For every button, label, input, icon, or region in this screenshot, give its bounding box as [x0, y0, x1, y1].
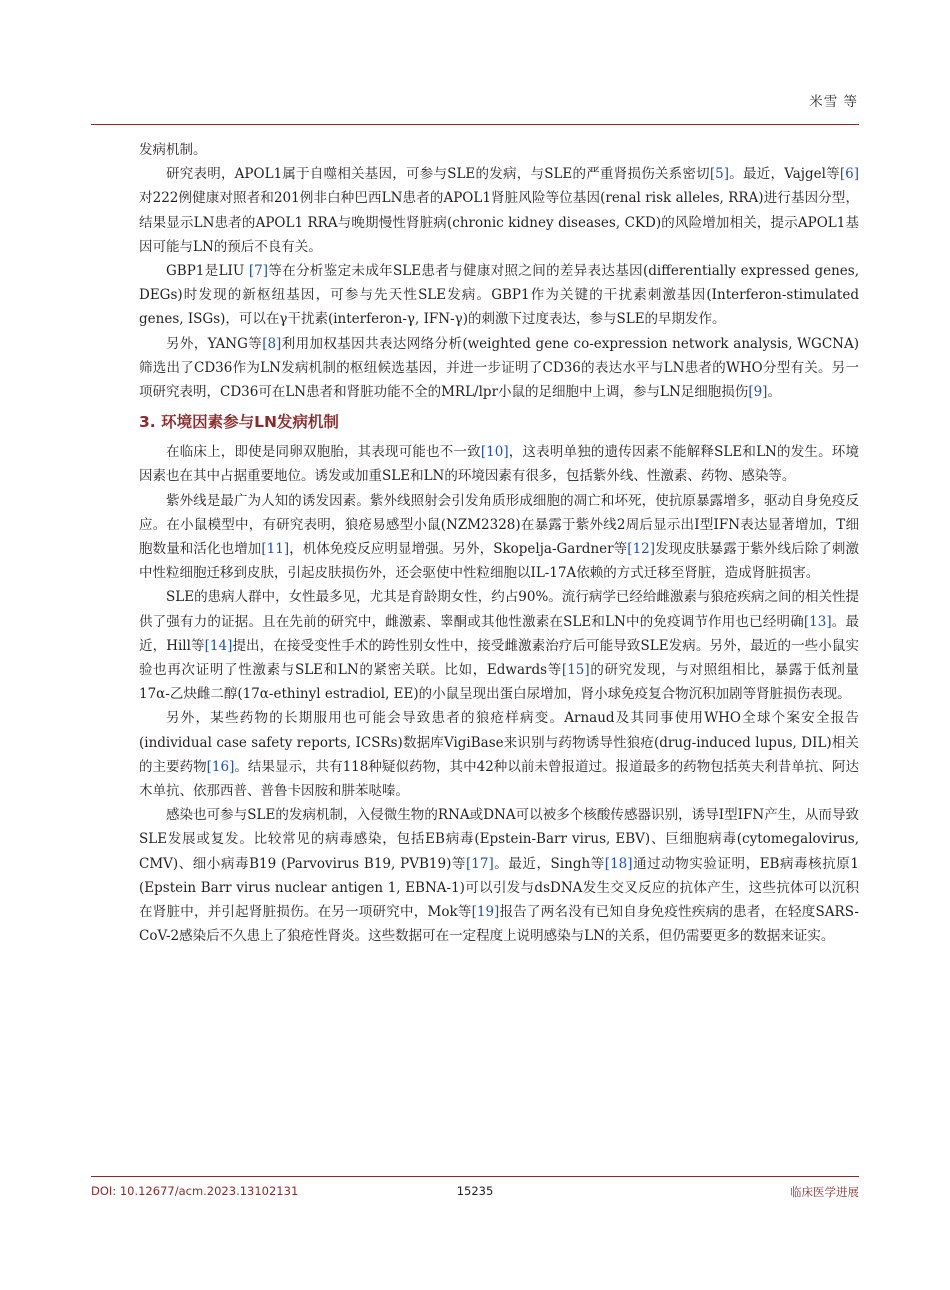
doi-label: DOI: 10.12677/acm.2023.13102131 — [91, 1184, 299, 1198]
text-segment: 。最近，Hill等 — [139, 613, 859, 654]
text-segment: 。结果显示，共有118种疑似药物，其中42种以前未曾报道过。报道最多的药物包括英夫利昔单抗、阿达木单抗、依那西普、普鲁卡因胺和肼苯哒嗪。 — [139, 758, 859, 800]
paragraph — [139, 803, 859, 948]
citation-link[interactable]: [17] — [466, 855, 494, 872]
citation-link[interactable]: [5] — [709, 166, 730, 183]
paragraph — [139, 585, 859, 706]
citation-link[interactable]: [15] — [561, 662, 590, 679]
text-segment: 另外，某些药物的长期服用也可能会导致患者的狼疮样病变。Arnaud及其同事使用WHO全球个案安全报告(individual case safety reports, ICSRs)数据库VigiBase来识别与药物诱导性狼疮(drug-induced lupus, DIL)相关的主要药物 — [139, 710, 859, 775]
header-divider — [91, 124, 859, 125]
text-segment: 提出，在接受变性手术的跨性别女性中，接受雌激素治疗后可能导致SLE发病。另外，最近的一些小鼠实验也再次证明了性激素与SLE和LN的紧密关联。比如，Edwards等 — [139, 637, 859, 679]
paragraph-group-1 — [139, 138, 859, 404]
text-segment: 感染也可参与SLE的发病机制，入侵微生物的RNA或DNA可以被多个核酸传感器识别，诱导I型IFN产生，从而导致SLE发展或复发。比较常见的病毒感染，包括EB病毒(Epstein-Barr virus, EBV)、巨细胞病毒(cytomegalovirus, CMV)、细小病毒B19 (Parvovirus B19, PVB19)等 — [139, 807, 859, 872]
text-segment: GBP1是LIU — [166, 263, 249, 280]
text-segment: 发病机制。 — [139, 142, 207, 158]
text-segment: 通过动物实验证明，EB病毒核抗原1 (Epstein Barr virus nuclear antigen 1, EBNA-1)可以引发与dsDNA发生交叉反应的抗体产生，这些抗体可以沉积在肾脏中，并引起肾脏损伤。在另一项研究中，Mok等 — [139, 855, 859, 921]
citation-link[interactable]: [19] — [471, 904, 500, 921]
citation-link[interactable]: [11] — [261, 541, 290, 558]
citation-link[interactable]: [16] — [206, 758, 235, 775]
citation-link[interactable]: [8] — [262, 335, 282, 352]
journal-name: 临床医学进展 — [790, 1185, 859, 1199]
citation-link[interactable]: [7] — [248, 263, 269, 280]
text-segment: 。 — [767, 384, 781, 401]
paragraph — [139, 259, 859, 332]
text-segment: ，这表明单独的遗传因素不能解释SLE和LN的发生。环境因素也在其中占据重要地位。诱发或加重SLE和LN的环境因素有很多，包括紫外线、性激素、药物、感染等。 — [139, 444, 859, 485]
text-segment: 报告了两名没有已知自身免疫性疾病的患者，在轻度SARS-CoV-2感染后不久患上了狼疮性肾炎。这些数据可在一定程度上说明感染与LN的关系，但仍需要更多的数据来证实。 — [139, 904, 859, 945]
paragraph — [139, 162, 859, 259]
paragraph — [139, 332, 859, 405]
citation-link[interactable]: [12] — [627, 541, 656, 558]
section-heading: 3. 环境因素参与LN发病机制 — [139, 413, 339, 432]
footer-divider — [91, 1176, 859, 1177]
text-segment: 利用加权基因共表达网络分析(weighted gene co-expression network analysis, WGCNA)筛选出了CD36作为LN发病机制的枢纽候选基因，并进一步证明了CD36的表达水平与LN患者的WHO分型有关。另一项研究表明，CD36可在LN患者和肾脏功能不全的MRL/lpr小鼠的足细胞中上调，参与LN足细胞损伤 — [139, 335, 859, 401]
text-segment: 等在分析鉴定未成年SLE患者与健康对照之间的差异表达基因(differentially expressed genes, DEGs)时发现的新枢纽基因，可参与先天性SLE发病。GBP1作为关键的干扰素刺激基因(Interferon-stimulated genes, ISGs)，可以在γ干扰素(interferon-γ, IFN-γ)的刺激下过度表达，参与SLE的早期发作。 — [139, 263, 860, 328]
paragraph-group-2 — [139, 440, 859, 948]
text-segment: 在临床上，即使是同卵双胞胎，其表现可能也不一致 — [166, 444, 481, 461]
page-number: 15235 — [456, 1184, 494, 1198]
paragraph — [139, 440, 859, 488]
text-segment: 的研究发现，与对照组相比，暴露于低剂量17α-乙炔雌二醇(17α-ethinyl estradiol, EE)的小鼠呈现出蛋白尿增加，肾小球免疫复合物沉积加剧等肾脏损伤表现。 — [139, 662, 860, 703]
text-segment: 。最近，Vajgel等 — [729, 166, 840, 183]
running-header-author: 米雪 等 — [809, 94, 858, 110]
text-segment: SLE的患病人群中，女性最多见，尤其是育龄期女性，约占90%。流行病学已经给雌激素与狼疮疾病之间的相关性提供了强有力的证据。且在先前的研究中，雌激素、睾酮或其他性激素在SLE和LN中的免疫调节作用也已经明确 — [139, 589, 859, 630]
paragraph — [139, 706, 859, 803]
text-segment: 发现皮肤暴露于紫外线后除了刺激中性粒细胞迁移到皮肤，引起皮肤损伤外，还会驱使中性粒细胞以IL-17A依赖的方式迁移至肾脏，造成肾脏损害。 — [139, 541, 860, 582]
text-segment: 紫外线是最广为人知的诱发因素。紫外线照射会引发角质形成细胞的凋亡和坏死，使抗原暴露增多，驱动自身免疫反应。在小鼠模型中，有研究表明，狼疮易感型小鼠(NZM2328)在暴露于紫外线2周后显示出I型IFN表达显著增加，T细胞数量和活化也增加 — [139, 492, 859, 558]
citation-link[interactable]: [13] — [803, 613, 832, 630]
text-segment: 另外，YANG等 — [166, 335, 263, 352]
paragraph — [139, 489, 859, 586]
text-segment: 。最近，Singh等 — [493, 855, 605, 872]
text-segment: ，机体免疫反应明显增强。另外，Skopelja-Gardner等 — [289, 541, 628, 558]
citation-link[interactable]: [10] — [480, 444, 509, 461]
citation-link[interactable]: [18] — [604, 855, 633, 872]
text-segment: 研究表明，APOL1属于自噬相关基因，可参与SLE的发病，与SLE的严重肾损伤关系密切 — [166, 166, 710, 183]
citation-link[interactable]: [14] — [204, 637, 233, 654]
citation-link[interactable]: [6] — [839, 166, 859, 183]
article-body — [139, 138, 859, 949]
paragraph — [139, 138, 859, 162]
citation-link[interactable]: [9] — [748, 384, 768, 401]
text-segment: 对222例健康对照者和201例非白种巴西LN患者的APOL1肾脏风险等位基因(renal risk alleles, RRA)进行基因分型，结果显示LN患者的APOL1 RRA与晚期慢性肾脏病(chronic kidney diseases, CKD)的风险增加相关，提示APOL1基因可能与LN的预后不良有关。 — [139, 190, 859, 255]
